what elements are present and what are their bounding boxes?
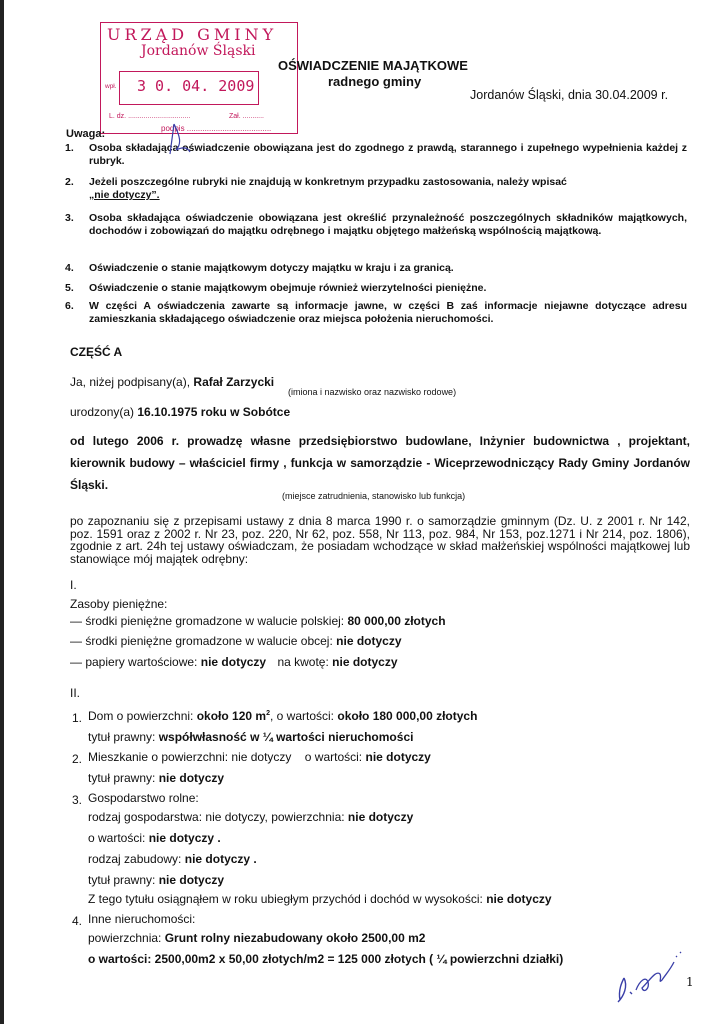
instruction-number: 6.	[65, 300, 74, 312]
farm-value-label: o wartości:	[88, 831, 146, 845]
handwritten-signature	[610, 940, 690, 1010]
other-property-label: Inne nieruchomości:	[88, 912, 196, 926]
declarant-name: Rafał Zarzycki	[193, 375, 275, 389]
scan-edge	[0, 0, 4, 1024]
securities-row	[70, 655, 398, 669]
instruction-text: Oświadczenie o stanie majątkowym dotyczy majątku w kraju i za granicą.	[89, 262, 454, 274]
house-title-line	[88, 730, 413, 744]
employment-note: (miejsce zatrudnienia, stanowisko lub funkcja)	[282, 491, 466, 501]
instructions-label: Uwaga:	[66, 128, 106, 140]
securities-amount-label: na kwotę:	[277, 655, 329, 669]
instruction-text: Jeżeli poszczególne rubryki nie znajdują w konkretnym przypadku zastosowania, należy wpisać	[89, 176, 567, 188]
flat-title-value: nie dotyczy	[158, 771, 225, 785]
stamp-podpis: podpis ......................................	[161, 124, 272, 133]
farm-area-value: nie dotyczy	[347, 810, 414, 824]
section-1-heading: Zasoby pieniężne:	[70, 597, 168, 611]
instruction-5	[65, 282, 687, 295]
house-label: Dom o powierzchni:	[88, 709, 194, 723]
house-area-unit-sup: 2	[266, 710, 270, 717]
other-property-number: 4.	[72, 914, 83, 928]
instruction-text-quote: „nie dotyczy”.	[89, 189, 160, 201]
cash-foreign-label: — środki pieniężne gromadzone w walucie obcej:	[70, 634, 333, 648]
instruction-number: 4.	[65, 262, 74, 274]
house-title-value: współwłasność w ¼ wartości nieruchomości	[158, 730, 414, 744]
flat-value-label: o wartości:	[304, 750, 363, 764]
farm-title-line	[88, 873, 224, 887]
instruction-3	[65, 212, 687, 238]
other-property-area-line	[88, 931, 425, 945]
house-value: około 180 000,00 złotych	[337, 709, 478, 723]
flat-line	[88, 750, 431, 764]
other-property-area-label: powierzchnia:	[88, 931, 162, 945]
name-note: (imiona i nazwisko oraz nazwisko rodowe)	[288, 387, 457, 397]
birth-prefix: urodzony(a)	[70, 405, 135, 419]
instruction-4	[65, 262, 687, 275]
declarant-line	[70, 375, 274, 389]
cash-foreign-row	[70, 634, 402, 648]
farm-buildings-value: nie dotyczy .	[184, 852, 257, 866]
farm-type-line	[88, 810, 413, 824]
place-and-date: Jordanów Śląski, dnia 30.04.2009 r.	[470, 88, 669, 102]
cash-pln-label: — środki pieniężne gromadzone w walucie polskiej:	[70, 614, 345, 628]
farm-buildings-label: rodzaj zabudowy:	[88, 852, 182, 866]
instruction-number: 3.	[65, 212, 74, 224]
house-number: 1.	[72, 711, 83, 725]
farm-income-value: nie dotyczy	[486, 892, 552, 906]
stamp-date: 3 0. 04. 2009	[137, 77, 255, 95]
stamp-signature-scribble	[160, 120, 200, 156]
farm-buildings-line	[88, 852, 257, 866]
stamp-zal: Zał. ...........	[229, 113, 265, 120]
section-1-numeral: I.	[70, 578, 77, 592]
house-area: około 120 m	[196, 709, 267, 723]
farm-income-label: Z tego tytułu osiągnąłem w roku ubiegłym przychód i dochód w wysokości:	[88, 892, 483, 906]
page-number: 1	[686, 975, 694, 989]
instruction-text: Osoba składająca oświadczenie obowiązana jest określić przynależność poszczególnych składników majątkowych, dochodów i zobowiązań do majątku odrębnego i majątku objętego małżeńską wspólnością majątkową.	[89, 212, 687, 237]
farm-type-label: rodzaj gospodarstwa: nie dotyczy, powierzchnia:	[88, 810, 345, 824]
office-stamp	[100, 22, 298, 134]
section-2-numeral: II.	[70, 686, 81, 700]
farm-title-value: nie dotyczy	[158, 873, 225, 887]
cash-pln-row	[70, 614, 446, 628]
law-statement: po zapoznaniu się z przepisami ustawy z dnia 8 marca 1990 r. o samorządzie gminnym (Dz. U. z 2001 r. Nr 142, poz. 1591 oraz z 2002 r. Nr 23, poz. 220, Nr 62, poz. 558, Nr 113, poz. 984, Nr 153, poz.1271 i Nr 214, poz. 1806), zgodnie z art. 24h tej ustawy oświadczam, że posiadam wchodzące w skład małżeńskiej wspólności majątkowej lub stanowiące mój majątek odrębny:	[70, 514, 690, 566]
farm-income-line	[88, 892, 552, 906]
document-subtitle: radnego gminy	[328, 74, 422, 89]
flat-title-line	[88, 771, 224, 785]
farm-title-label: tytuł prawny:	[88, 873, 156, 887]
securities-amount-value: nie dotyczy	[332, 655, 398, 669]
instruction-number: 2.	[65, 176, 74, 188]
birth-line	[70, 405, 290, 419]
birth-data: 16.10.1975 roku w Sobótce	[137, 405, 291, 419]
house-title-label: tytuł prawny:	[88, 730, 156, 744]
other-property-value: o wartości: 2500,00m2 x 50,00 złotych/m2 = 125 000 złotych ( ¼ powierzchni działki)	[88, 952, 564, 966]
house-line	[88, 709, 477, 723]
flat-number: 2.	[72, 752, 83, 766]
instruction-number: 1.	[65, 142, 74, 154]
flat-value: nie dotyczy	[365, 750, 431, 764]
flat-title-label: tytuł prawny:	[88, 771, 156, 785]
securities-value: nie dotyczy	[200, 655, 267, 669]
instruction-number: 5.	[65, 282, 74, 294]
employment-text: od lutego 2006 r. prowadzę własne przedsiębiorstwo budowlane, Inżynier budownictwa , projektant, kierownik budowy – właściciel firmy , funkcja w samorządzie - Wiceprzewodniczący Rady Gminy Jordanów Śląski.	[70, 434, 690, 492]
stamp-ldz: L. dz. ................................	[109, 113, 191, 120]
house-value-label: , o wartości:	[269, 709, 335, 723]
instruction-2	[65, 176, 687, 202]
farm-value: nie dotyczy .	[148, 831, 221, 845]
farm-label: Gospodarstwo rolne:	[88, 791, 199, 805]
stamp-town: Jordanów Śląski	[141, 43, 256, 59]
other-property-area-value: Grunt rolny niezabudowany około 2500,00 m2	[164, 931, 426, 945]
stamp-office-name: URZĄD GMINY	[107, 25, 278, 44]
cash-pln-value: 80 000,00 złotych	[347, 614, 446, 628]
flat-label: Mieszkanie o powierzchni:	[88, 750, 229, 764]
instruction-text: Osoba składająca oświadczenie obowiązana jest do zgodnego z prawdą, starannego i zupełnego wypełnienia każdej z rubryk.	[89, 142, 687, 167]
farm-number: 3.	[72, 793, 83, 807]
cash-foreign-value: nie dotyczy	[336, 634, 402, 648]
stamp-wpl-label: wpł.	[105, 83, 117, 90]
instruction-text: Oświadczenie o stanie majątkowym obejmuje również wierzytelności pieniężne.	[89, 282, 487, 294]
securities-label: — papiery wartościowe:	[70, 655, 198, 669]
part-a-heading: CZĘŚĆ A	[70, 345, 123, 359]
instruction-6	[65, 300, 687, 326]
document-title: OŚWIADCZENIE MAJĄTKOWE	[278, 58, 468, 73]
declarant-prefix: Ja, niżej podpisany(a),	[70, 375, 191, 389]
flat-area: nie dotyczy	[231, 750, 292, 764]
instruction-text: W części A oświadczenia zawarte są informacje jawne, w części B zaś informacje niejawne dotyczące adresu zamieszkania składającego oświadczenie oraz miejsca położenia nieruchomości.	[89, 300, 687, 325]
instruction-1	[65, 142, 687, 168]
farm-value-line	[88, 831, 221, 845]
